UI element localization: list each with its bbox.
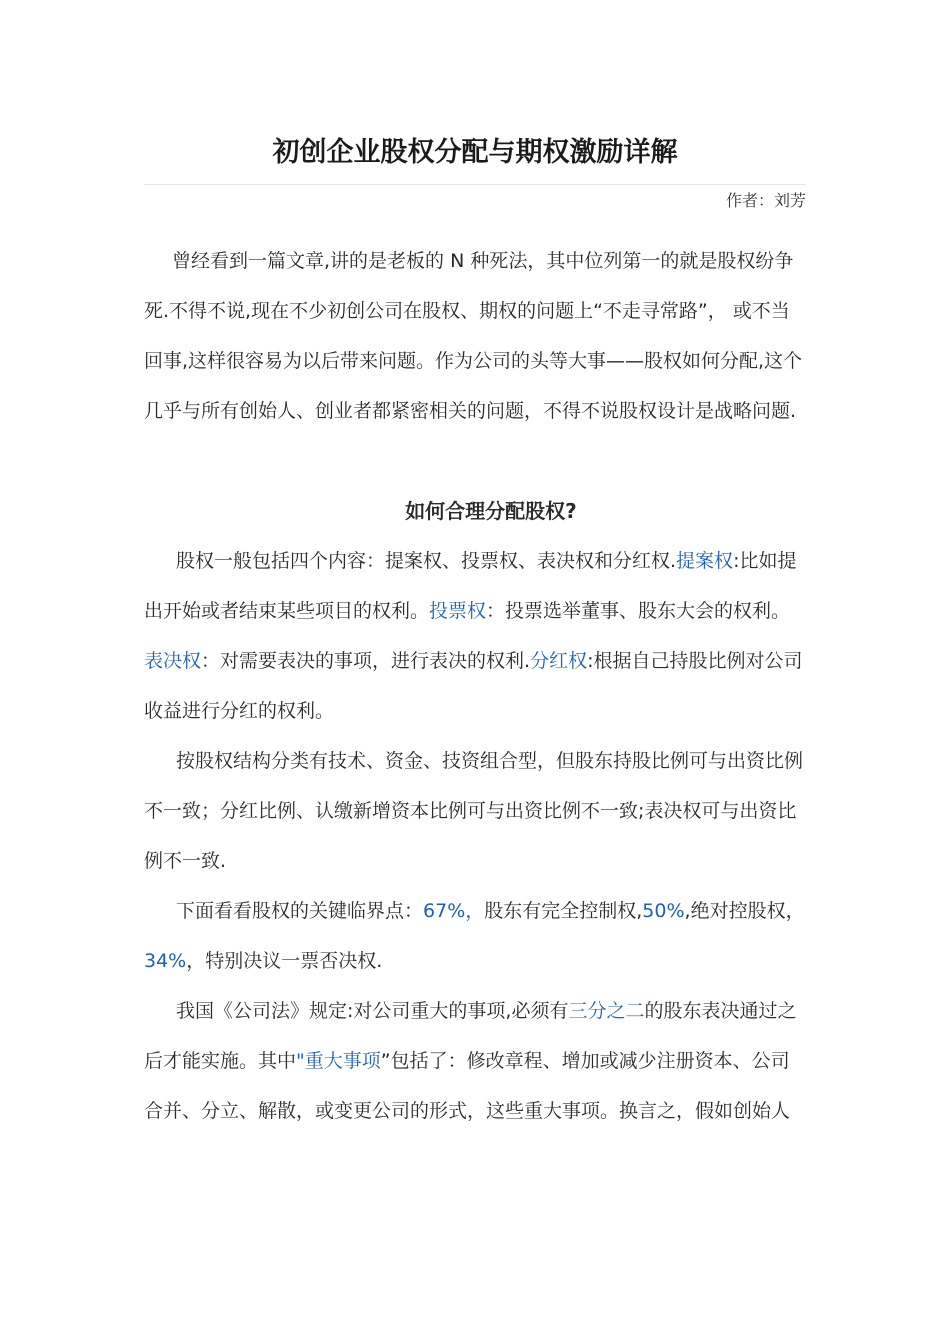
article-body bbox=[144, 236, 806, 1136]
highlight-two-thirds: 三分之二 bbox=[568, 1000, 645, 1022]
text-span: :比如提出开始或者结束某些项目的权利。 bbox=[144, 550, 797, 622]
document-title: 初创企业股权分配与期权激励详解 bbox=[272, 137, 678, 168]
text-span: ,绝对控股权， bbox=[684, 900, 805, 922]
text-span: ”包括了：修改章程、增加或减少注册资本、公司合并、分立、解散，或变更公司的形式，这些重大事项。换言之，假如创始人 bbox=[144, 1050, 791, 1122]
section-gap bbox=[144, 436, 806, 486]
text-span: 的股东表决通过之后才能实施。其中 bbox=[144, 1000, 797, 1072]
intro-paragraph: 曾经看到一篇文章,讲的是老板的 N 种死法，其中位列第一的就是股权纷争死.不得不说,现在不少初创公司在股权、期权的问题上“不走寻常路”， 或不当回事,这样很容易为以后带来问题。作为公司的头等大事——股权如何分配,这个几乎与所有创始人、创业者都紧密相关的问题，不得不说股权设计是战略问题. bbox=[144, 250, 803, 422]
structure-paragraph: 按股权结构分类有技术、资金、技资组合型，但股东持股比例可与出资比例不一致；分红比例、认缴新增资本比例可与出资比例不一致;表决权可与出资比例不一致. bbox=[144, 750, 804, 872]
highlight-voting-right: 投票权 bbox=[429, 600, 487, 622]
highlight-proposal-right: 提案权 bbox=[676, 550, 734, 572]
text-span: 下面看看股权的关键临界点： bbox=[176, 900, 424, 922]
highlight-34: 34% bbox=[144, 950, 187, 972]
text-span: ：投票选举董事、股东大会的权利。 bbox=[486, 600, 791, 622]
company-law-paragraph bbox=[144, 986, 806, 1136]
section-heading: 如何合理分配股权? bbox=[405, 499, 577, 523]
text-span: 我国《公司法》规定:对公司重大的事项,必须有 bbox=[176, 1000, 569, 1022]
text-span: 股东有完全控制权, bbox=[484, 900, 643, 922]
highlight-major-matters: "重大事项 bbox=[296, 1050, 381, 1072]
text-span: ，特别决议一票否决权. bbox=[186, 950, 383, 972]
highlight-67: 67%， bbox=[423, 900, 485, 922]
rights-paragraph bbox=[144, 536, 806, 736]
text-span: 股权一般包括四个内容：提案权、投票权、表决权和分红权. bbox=[176, 550, 677, 572]
text-span: ：对需要表决的事项，进行表决的权利. bbox=[201, 650, 531, 672]
threshold-paragraph bbox=[144, 886, 806, 986]
highlight-dividend-right: 分红权 bbox=[530, 650, 588, 672]
highlight-50: 50% bbox=[642, 900, 685, 922]
title-divider bbox=[144, 184, 806, 185]
author-line: 作者：刘芳 bbox=[725, 191, 806, 210]
text-span: :根据自己持股比例对公司收益进行分红的权利。 bbox=[144, 650, 803, 722]
highlight-decision-right: 表决权 bbox=[144, 650, 202, 672]
